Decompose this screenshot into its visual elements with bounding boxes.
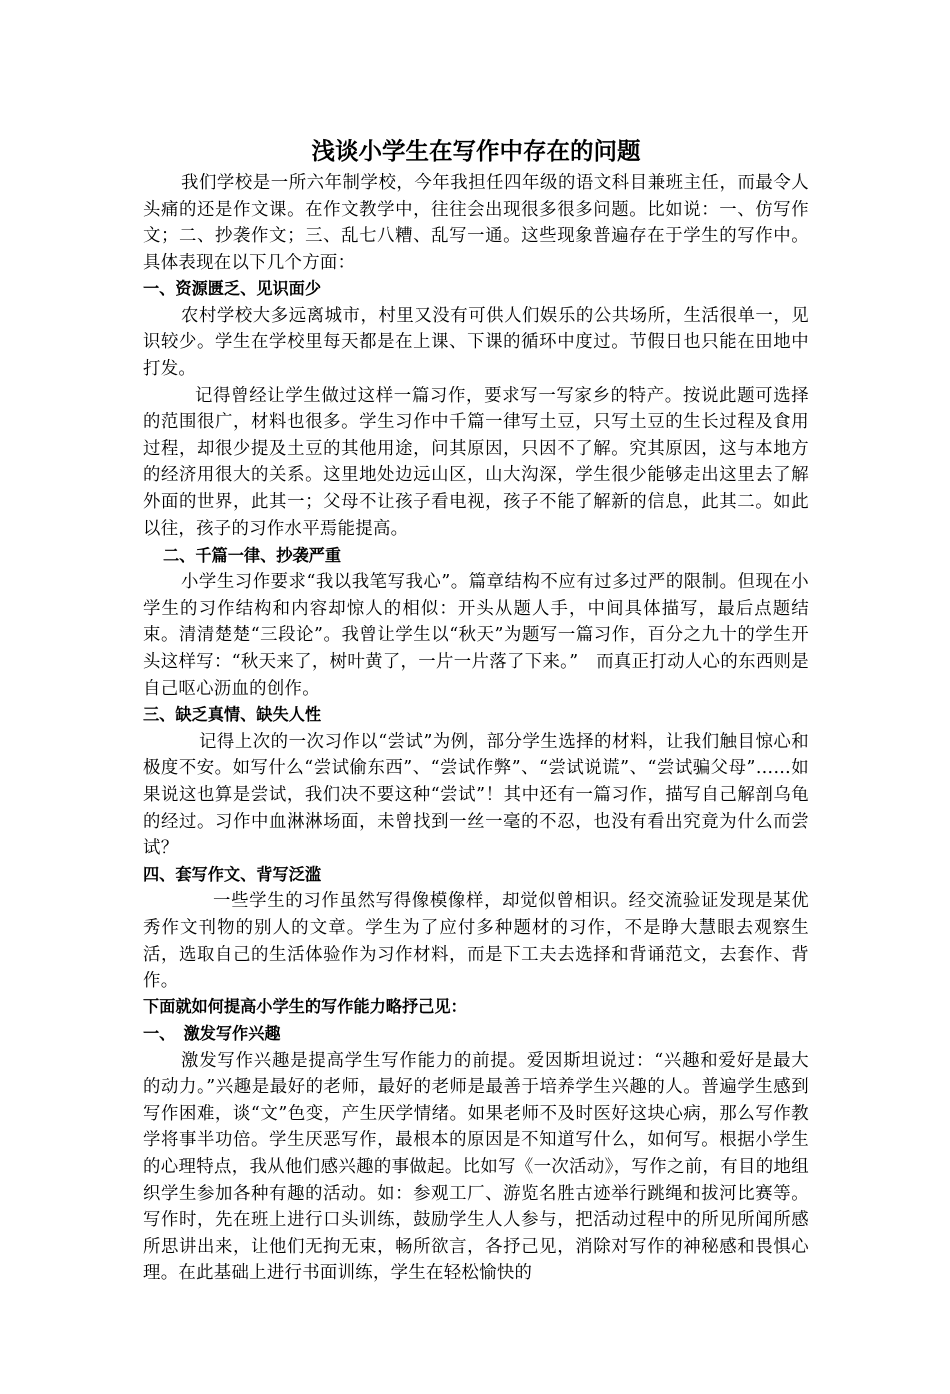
- section-heading-4: 四、套写作文、背写泛滥: [143, 864, 322, 884]
- document-page: [143, 132, 809, 1394]
- transition-heading: 下面就如何提高小学生的写作能力略抒己见：: [143, 997, 467, 1017]
- section-4-paragraph-1: 一些学生的习作虽然写得像模像样，却觉似曾相识。经交流验证发现是某优秀作文刊物的别人的文章。学生为了应付多种题材的习作，不是睁大慧眼去观察生活，选取自己的生活体验作为习作材料，而是下工夫去选择和背诵范文，去套作、背作。: [143, 891, 809, 992]
- section-1-paragraph-1: 农村学校大多远离城市，村里又没有可供人们娱乐的公共场所，生活很单一，见识较少。学生在学校里每天都是在上课、下课的循环中度过。节假日也只能在田地中打发。: [143, 305, 809, 379]
- section-3-paragraph-1: 记得上次的一次习作以“尝试”为例，部分学生选择的材料，让我们触目惊心和极度不安。如写什么“尝试偷东西”、“尝试作弊”、“尝试说谎”、“尝试骗父母”……如果说这也算是尝试，我们决不要这种“尝试”！其中还有一篇习作，描写自己解剖乌龟的经过。习作中血淋淋场面，未曾找到一丝一毫的不忍，也没有看出究竟为什么而尝试？: [143, 731, 809, 859]
- section-2-paragraph-1: 小学生习作要求“我以我笔写我心”。篇章结构不应有过多过严的限制。但现在小学生的习作结构和内容却惊人的相似：开头从题人手，中间具体描写，最后点题结束。清清楚楚“三段论”。我曾让学生以“秋天”为题写一篇习作，百分之九十的学生开头这样写：“秋天来了，树叶黄了，一片一片落了下来。” 而真正打动人心的东西则是自己呕心沥血的创作。: [143, 572, 809, 699]
- measure-1-paragraph-1: 激发写作兴趣是提高学生写作能力的前提。爱因斯坦说过：“兴趣和爱好是最大的动力。”兴趣是最好的老师，最好的老师是最善于培养学生兴趣的人。普遍学生感到写作困难，谈“文”色变，产生厌学情绪。如果老师不及时医好这块心病，那么写作教学将事半功倍。学生厌恶写作，最根本的原因是不知道写什么，如何写。根据小学生的心理特点，我从他们感兴趣的事做起。比如写《一次活动》，写作之前，有目的地组织学生参加各种有趣的活动。如：参观工厂、游览名胜古迹举行跳绳和拔河比赛等。写作时，先在班上进行口头训练，鼓励学生人人参与，把活动过程中的所见所闻所感所思讲出来，让他们无拘无束，畅所欲言，各抒己见，消除对写作的神秘感和畏惧心理。在此基础上进行书面训练，学生在轻松愉快的: [143, 1050, 809, 1284]
- section-heading-3: 三、缺乏真情、缺失人性: [143, 705, 322, 725]
- section-heading-1: 一、资源匮乏、见识面少: [143, 279, 322, 298]
- measure-heading-1: 一、 激发写作兴趣: [143, 1023, 281, 1043]
- intro-paragraph: 我们学校是一所六年制学校，今年我担任四年级的语文科目兼班主任，而最令人头痛的还是作文课。在作文教学中，往往会出现很多很多问题。比如说：一、仿写作文；二、抄袭作文；三、乱七八糟、乱写一通。这些现象普遍存在于学生的写作中。具体表现在以下几个方面：: [143, 173, 809, 273]
- section-1-paragraph-2: 记得曾经让学生做过这样一篇习作，要求写一写家乡的特产。按说此题可选择的范围很广，材料也很多。学生习作中千篇一律写土豆，只写土豆的生长过程及食用过程，却很少提及土豆的其他用途，问其原因，只因不了解。究其原因，这与本地方的经济用很大的关系。这里地处边远山区，山大沟深，学生很少能够走出这里去了解外面的世界，此其一；父母不让孩子看电视，孩子不能了解新的信息，此其二。如此以往，孩子的习作水平焉能提高。: [143, 385, 809, 539]
- section-heading-2: 二、千篇一律、抄袭严重: [163, 545, 342, 565]
- document-title: 浅谈小学生在写作中存在的问题: [311, 137, 641, 165]
